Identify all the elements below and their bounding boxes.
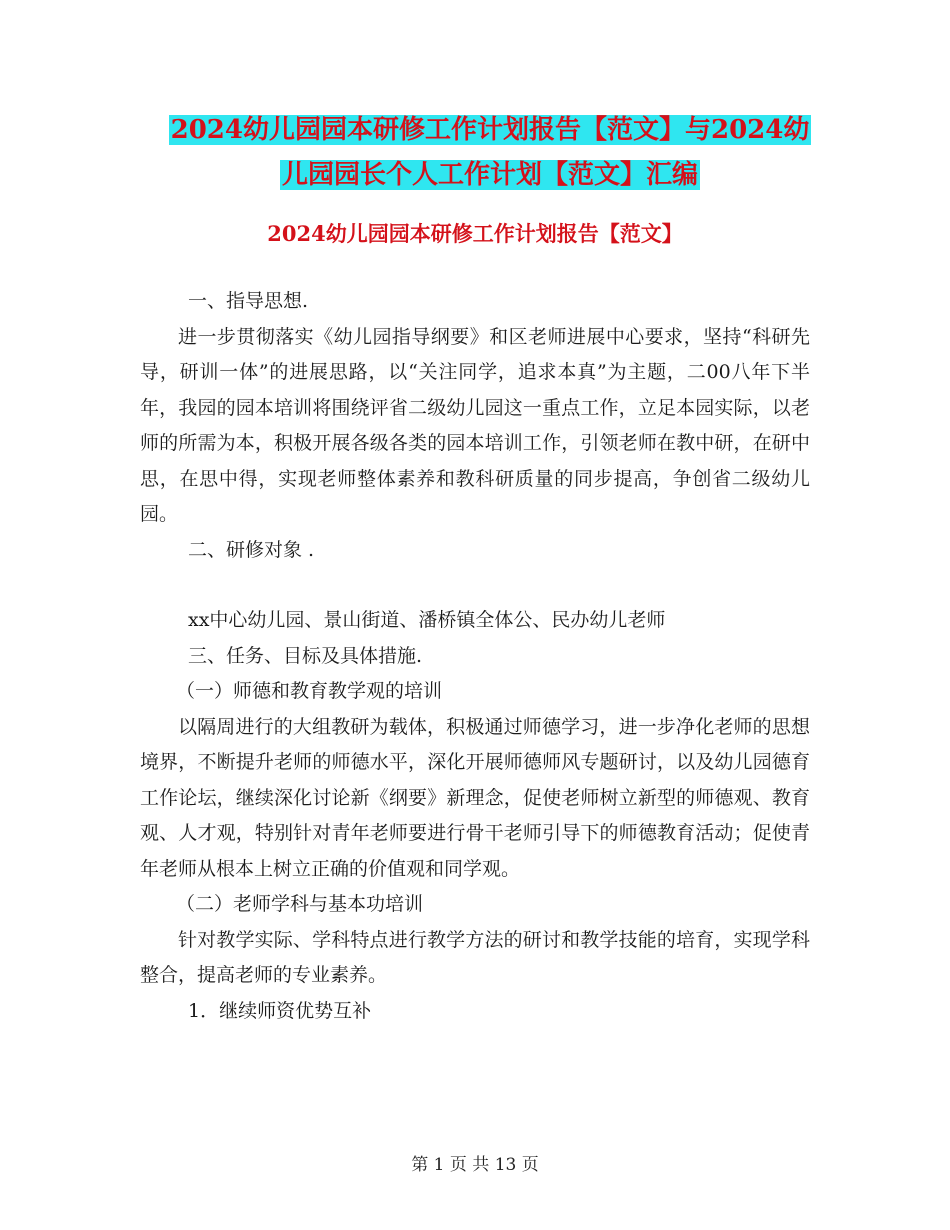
list-item-teacher-complement: 1．继续师资优势互补: [188, 999, 372, 1022]
document-title-line-2: [140, 155, 840, 195]
paragraph-guiding-ideology: 进一步贯彻落实《幼儿园指导纲要》和区老师进展中心要求，坚持“科研先导，研训一体”的进展思路，以“关注同学，追求本真”为主题，二00八年下半年，我园的园本培训将围绕评省二级幼儿园这一重点工作，立足本园实际，以老师的所需为本，积极开展各级各类的园本培训工作，引领老师在教中研，在研中思，在思中得，实现老师整体素养和教科研质量的同步提高，争创省二级幼儿园。: [140, 325, 810, 525]
document-body: [140, 284, 810, 1029]
heading-guiding-ideology: 一、指导思想.: [188, 290, 309, 312]
section-title: 2024幼儿园园本研修工作计划报告【范文】: [267, 221, 683, 246]
paragraph-research-targets: xx中心幼儿园、景山街道、潘桥镇全体公、民办幼儿老师: [188, 609, 666, 631]
paragraph-ethics-training: 以隔周进行的大组教研为载体，积极通过师德学习，进一步净化老师的思想境界，不断提升老师的师德水平，深化开展师德师风专题研讨，以及幼儿园德育工作论坛，继续深化讨论新《纲要》新理念，促使老师树立新型的师德观、教育观、人才观，特别针对青年老师要进行骨干老师引导下的师德教育活动；促使青年老师从根本上树立正确的价值观和同学观。: [140, 715, 810, 880]
document-title-text-2: 儿园园长个人工作计划【范文】汇编: [281, 160, 698, 190]
page-footer: 第 1 页 共 13 页: [411, 1155, 539, 1175]
heading-research-targets: 二、研修对象 .: [188, 538, 315, 561]
document-title-text-1: 2024幼儿园园本研修工作计划报告【范文】与2024幼: [170, 115, 810, 145]
spacer: [140, 568, 810, 603]
document-title-line-1: [140, 110, 840, 150]
paragraph-skills-training: 针对教学实际、学科特点进行教学方法的研讨和教学技能的培育，实现学科整合，提高老师的专业素养。: [140, 928, 810, 986]
subheading-skills-training: （二）老师学科与基本功培训: [176, 893, 424, 915]
subheading-ethics-training: （一）师德和教育教学观的培训: [176, 680, 443, 702]
heading-tasks-goals: 三、任务、目标及具体措施.: [188, 644, 423, 667]
